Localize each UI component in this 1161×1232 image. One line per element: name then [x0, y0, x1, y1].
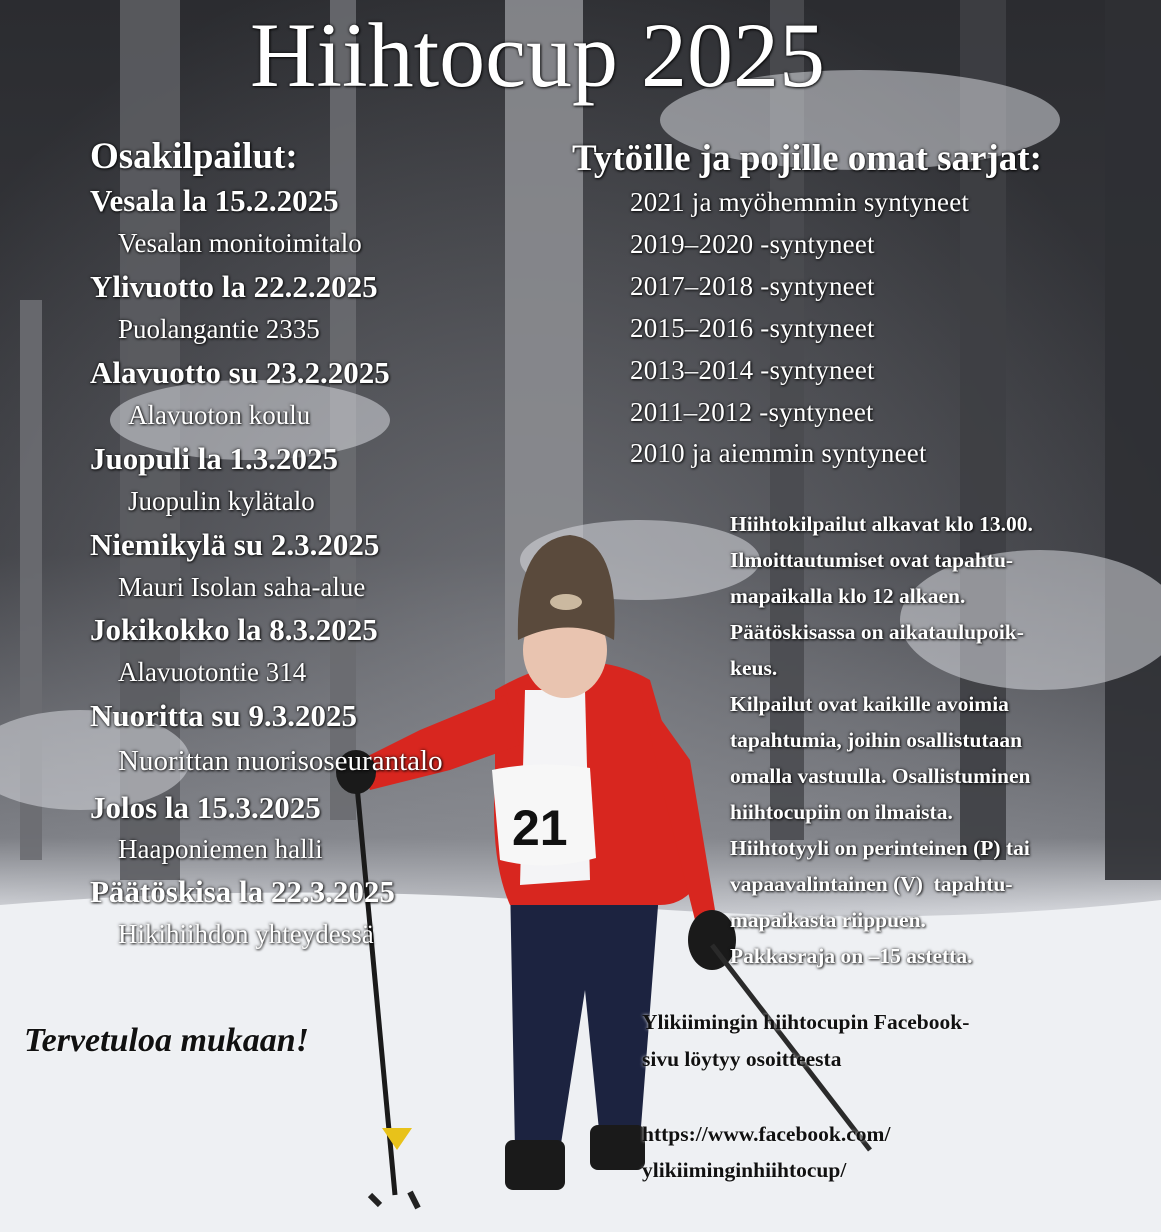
series-item: 2013–2014 -syntyneet: [630, 355, 875, 385]
series-item: 2017–2018 -syntyneet: [630, 271, 875, 301]
info-line: Hiihtokilpailut alkavat klo 13.00.: [730, 512, 1033, 536]
race-place: Alavuoton koulu: [128, 400, 311, 430]
race-place: Nuorittan nuorisoseurantalo: [118, 745, 443, 777]
info-line: Hiihtotyyli on perinteinen (P) tai: [730, 836, 1030, 860]
series-item: 2021 ja myöhemmin syntyneet: [630, 187, 970, 217]
series-heading: Tytöille ja pojille omat sarjat:: [572, 138, 1042, 179]
info-line: mapaikasta riippuen.: [730, 908, 926, 932]
facebook-url[interactable]: ylikiiminginhiihtocup/: [642, 1158, 847, 1182]
info-line: vapaavalintainen (V) tapahtu-: [730, 872, 1013, 896]
race-event: Jokikokko la 8.3.2025: [90, 612, 378, 647]
race-place: Vesalan monitoimitalo: [118, 228, 362, 258]
series-item: 2010 ja aiemmin syntyneet: [630, 438, 927, 468]
race-event: Ylivuotto la 22.2.2025: [90, 269, 378, 304]
race-event: Päätöskisa la 22.3.2025: [90, 874, 395, 909]
info-line: hiihtocupiin on ilmaista.: [730, 800, 953, 824]
race-event: Vesala la 15.2.2025: [90, 183, 339, 218]
facebook-line: sivu löytyy osoitteesta: [642, 1047, 842, 1071]
race-event: Jolos la 15.3.2025: [90, 790, 321, 825]
race-event: Juopuli la 1.3.2025: [90, 441, 339, 476]
series-item: 2015–2016 -syntyneet: [630, 313, 875, 343]
info-line: mapaikalla klo 12 alkaen.: [730, 584, 966, 608]
series-item: 2011–2012 -syntyneet: [630, 397, 874, 427]
info-line: Pakkasraja on –15 astetta.: [730, 944, 973, 968]
race-event: Alavuotto su 23.2.2025: [90, 355, 390, 390]
race-place: Juopulin kylätalo: [128, 486, 315, 516]
race-place: Haaponiemen halli: [118, 834, 323, 864]
facebook-line: Ylikiimingin hiihtocupin Facebook-: [642, 1010, 970, 1034]
info-line: Kilpailut ovat kaikille avoimia: [730, 692, 1009, 716]
bib-number: 21: [512, 800, 568, 856]
race-place: Hikihiihdon yhteydessä: [118, 919, 374, 949]
race-event: Nuoritta su 9.3.2025: [90, 698, 357, 733]
race-event: Niemikylä su 2.3.2025: [90, 527, 380, 562]
info-line: omalla vastuulla. Osallistuminen: [730, 764, 1031, 788]
poster-title: Hiihtocup 2025: [250, 4, 825, 106]
welcome-text: Tervetuloa mukaan!: [24, 1022, 309, 1059]
race-place: Alavuotontie 314: [118, 657, 307, 687]
facebook-url[interactable]: https://www.facebook.com/: [642, 1122, 891, 1146]
races-heading: Osakilpailut:: [90, 136, 298, 177]
info-line: Ilmoittautumiset ovat tapahtu-: [730, 548, 1014, 572]
info-line: keus.: [730, 656, 778, 680]
race-place: Mauri Isolan saha-alue: [118, 572, 366, 602]
series-item: 2019–2020 -syntyneet: [630, 229, 875, 259]
info-line: tapahtumia, joihin osallistutaan: [730, 728, 1023, 752]
race-place: Puolangantie 2335: [118, 314, 320, 344]
info-line: Päätöskisassa on aikataulupoik-: [730, 620, 1024, 644]
